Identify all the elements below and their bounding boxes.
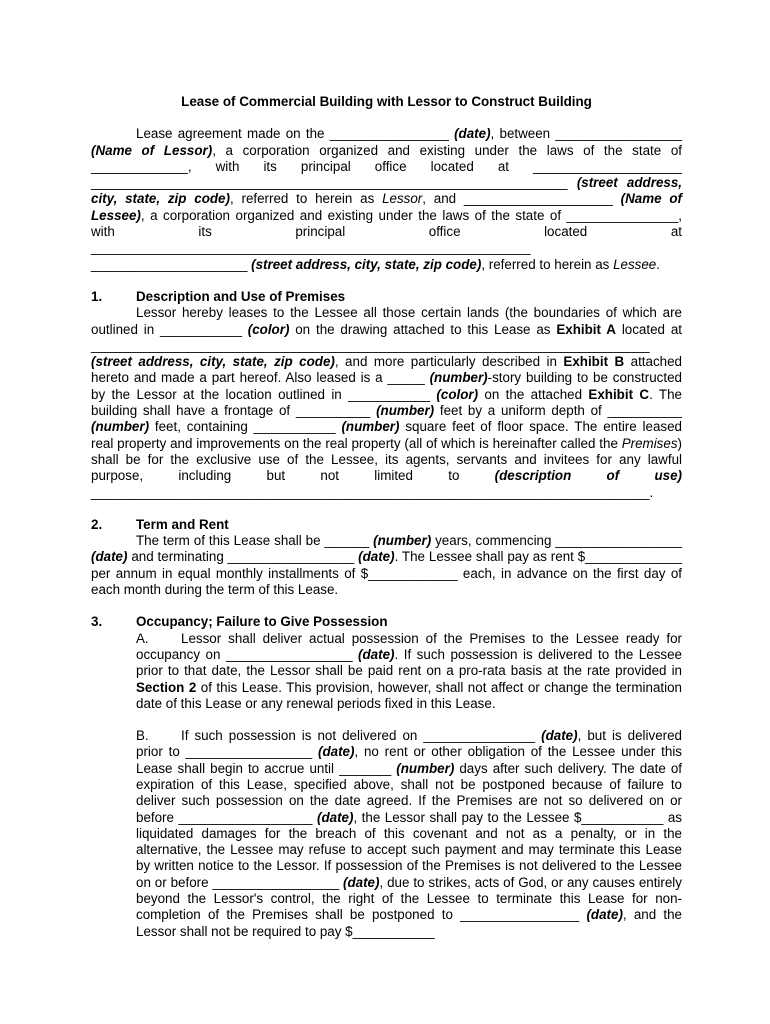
placeholder-date: (date) (343, 874, 380, 890)
placeholder-date: (date) (358, 646, 395, 662)
placeholder-color: (color) (247, 321, 290, 337)
body-text: , due to strikes, acts of God, or any causes entirely beyond the Lessor's control, the right of the Lessee to terminate this Lease for non-completion of the Premises shall be postponed to ________________ (136, 874, 682, 923)
defined-term-lessor: Lessor (382, 191, 423, 207)
intro-text: , between _________________ (490, 126, 682, 142)
body-text: and terminating _________________ (127, 549, 359, 565)
placeholder-description-of-use: (description of use) (494, 468, 682, 484)
placeholder-date: (date) (358, 549, 395, 565)
section-title: Term and Rent (136, 516, 229, 532)
section-number: 3. (91, 614, 103, 630)
body-text: If such possession is not delivered on _______________ (181, 728, 542, 744)
section-title: Occupancy; Failure to Give Possession (136, 614, 388, 630)
section-3-heading (91, 614, 682, 630)
placeholder-lessor-address: (street address, city, state, zip code) (91, 175, 683, 207)
body-text: . The Lessee shall pay as rent $_____________ per annum in equal monthly installments of $____________ each, in advance on the first day of each month during the term of this Lease. (91, 549, 682, 598)
placeholder-date: (date) (91, 549, 128, 565)
section-1-body (91, 305, 682, 501)
subsection-label: A. (136, 630, 149, 646)
placeholder-date: (date) (317, 744, 355, 760)
body-text: , but is delivered prior to _________________ (136, 728, 682, 760)
body-text: . The building shall have a frontage of __________ (91, 386, 682, 419)
body-text: located at ___________________________________________________________________________ (91, 321, 682, 353)
body-text: -story building to be constructed by the Lessor at the location outlined in ___________ (91, 370, 682, 402)
body-text: The term of this Lease shall be ______ (136, 533, 374, 549)
section-3b-body (91, 728, 682, 940)
body-text: attached hereto and made a part hereof. Also leased is a _____ (91, 354, 682, 386)
section-3a-body (91, 631, 682, 712)
body-text: Lessor shall deliver actual possession of the Premises to the Lessee ready for occupancy on _________________ (136, 630, 682, 662)
section-number: 2. (91, 516, 103, 532)
placeholder-lessor-name: (Name of Lessor) (91, 142, 213, 158)
body-text: . If such possession is delivered to the Lessee prior to that date, the Lessor shall be paid rent on a pro-rata basis at the rate provided in (136, 646, 682, 679)
body-text: ___________________________________________________________________________. (91, 484, 654, 500)
section-2-ref: Section 2 (136, 679, 197, 695)
intro-text: . (656, 256, 660, 272)
intro-paragraph (91, 126, 682, 273)
intro-text: , a corporation organized and existing under the laws of the state of _____________, with its principal office located at ____________________ ________________________________________________________________ (91, 142, 682, 191)
section-2-body (91, 533, 682, 598)
section-number: 1. (91, 288, 103, 304)
intro-text: Lease agreement made on the ________________ (136, 126, 455, 142)
body-text: on the drawing attached to this Lease as (289, 321, 557, 337)
intro-text: , referred to herein as (229, 191, 383, 207)
placeholder-color: (color) (436, 386, 479, 402)
body-text: ) shall be for the exclusive use of the Lessee, its agents, servants and invitees for any lawful purpose, including but not limited to (91, 435, 682, 484)
placeholder-date: (date) (454, 126, 491, 142)
body-text: on the attached (478, 386, 589, 402)
body-text: Lessor hereby leases to the Lessee all those certain lands (the boundaries of which are outlined in ___________ (91, 305, 682, 337)
placeholder-address: (street address, city, state, zip code) (91, 354, 335, 370)
subsection-label: B. (136, 728, 149, 744)
body-text: , no rent or other obligation of the Lessee under this Lease shall begin to accrue until _______ (136, 744, 682, 776)
placeholder-number: (number) (91, 419, 150, 435)
body-text: feet, containing ___________ (149, 419, 342, 435)
section-1-heading (91, 289, 682, 305)
document-title: Lease of Commercial Building with Lessor to Construct Building (181, 94, 592, 109)
intro-text: , a corporation organized and existing under the laws of the state of _______________, with its principal office located at ___________________________________________________________ _____________________ (91, 207, 682, 272)
placeholder-number: (number) (429, 370, 488, 386)
intro-text: , referred to herein as (481, 256, 614, 272)
section-title: Description and Use of Premises (136, 288, 346, 304)
section-2-heading (91, 517, 682, 533)
placeholder-lessee-address: (street address, city, state, zip code) (251, 256, 482, 272)
placeholder-date: (date) (586, 907, 623, 923)
placeholder-number: (number) (396, 760, 455, 776)
exhibit-c-ref: Exhibit C (588, 386, 650, 402)
body-text: square feet of floor space. The entire leased real property and improvements on the real property (all of which is hereinafter called the (91, 419, 683, 451)
body-text: years, commencing _________________ (431, 533, 683, 549)
placeholder-date: (date) (541, 728, 578, 744)
body-text: , and more particularly described in (334, 354, 564, 370)
placeholder-number: (number) (341, 419, 400, 435)
exhibit-a-ref: Exhibit A (556, 321, 616, 337)
body-text: , the Lessor shall pay to the Lessee $___________ as liquidated damages for the breach of this covenant and not as a penalty, or in the alternative, the Lessee may refuse to accept such payment and may terminate this Lease by written notice to the Lessor. If possession of the Premises is not delivered to the Lessee on or before _________________ (136, 809, 682, 890)
body-text: of this Lease. This provision, however, shall not affect or change the termination date of this Lease or any renewal periods fixed in this Lease. (136, 679, 682, 711)
placeholder-number: (number) (373, 533, 432, 549)
placeholder-lessee-name: (Name of Lessee) (91, 191, 682, 223)
exhibit-b-ref: Exhibit B (563, 354, 625, 370)
intro-text: , and ____________________ (422, 191, 621, 207)
body-text: , and the Lessor shall not be required to pay $___________ (136, 907, 682, 939)
body-text: feet by a uniform depth of __________ (434, 403, 682, 419)
body-text: days after such delivery. The date of expiration of this Lease, specified above, shall not be postponed because of failure to deliver such possession on the date agreed. If the Premises are not so delivered on or before __________________ (136, 760, 682, 825)
placeholder-date: (date) (317, 809, 354, 825)
placeholder-number: (number) (376, 403, 435, 419)
defined-term-lessee: Lessee (613, 256, 657, 272)
defined-term-premises: Premises (621, 435, 678, 451)
